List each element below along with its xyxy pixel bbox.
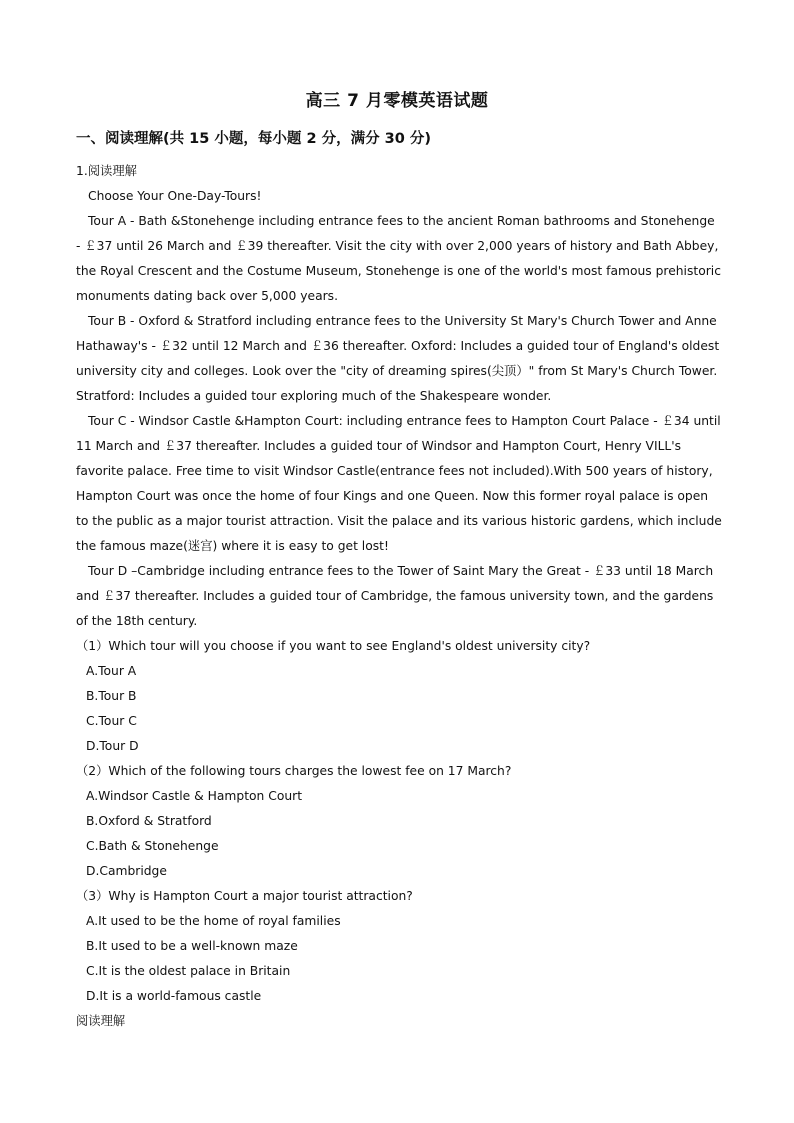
- section-heading: 一、阅读理解(共 15 小题，每小题 2 分，满分 30 分): [76, 131, 431, 147]
- question-3-stem: （3）Why is Hampton Court a major tourist attraction?: [76, 889, 413, 903]
- question-1-option-b: B.Tour B: [86, 689, 137, 703]
- question-3-option-c: C.It is the oldest palace in Britain: [86, 964, 291, 978]
- question-1-option-a: A.Tour A: [86, 664, 137, 678]
- question-2-option-c: C.Bath & Stonehenge: [86, 839, 219, 853]
- question-2-option-a: A.Windsor Castle & Hampton Court: [86, 789, 303, 803]
- question-1-option-c: C.Tour C: [86, 714, 137, 728]
- question-2-stem: （2）Which of the following tours charges the lowest fee on 17 March?: [76, 764, 512, 778]
- passage-paragraph-tour-a: Tour A - Bath &Stonehenge including entrance fees to the ancient Roman bathrooms and Stonehenge - ￡37 until 26 March and ￡39 thereafter. Visit the city with over 2,000 years of history and Bath Abbey, the Royal Crescent and the Costume Museum, Stonehenge is one of the world's most famous prehistoric monuments dating back over 5,000 years.: [76, 214, 721, 303]
- question-1-option-d: D.Tour D: [86, 739, 139, 753]
- question-2-option-b: B.Oxford & Stratford: [86, 814, 212, 828]
- question-3-option-d: D.It is a world-famous castle: [86, 989, 262, 1003]
- question-2-option-d: D.Cambridge: [86, 864, 167, 878]
- question-3-option-a: A.It used to be the home of royal families: [86, 914, 341, 928]
- next-part-label: 阅读理解: [76, 1014, 126, 1028]
- reading-section: [76, 159, 722, 1034]
- part-label: 1.阅读理解: [76, 164, 137, 178]
- passage-paragraph-tour-c: Tour C - Windsor Castle &Hampton Court: including entrance fees to Hampton Court Palace - ￡34 until 11 March and ￡37 thereafter. Includes a guided tour of Windsor and Hampton Court, Henry VILL's favorite palace. Free time to visit Windsor Castle(entrance fees not included).With 500 years of history, Hampton Court was once the home of four Kings and one Queen. Now this former royal palace is open to the public as a major tourist attraction. Visit the palace and its various historic gardens, which include the famous maze(迷宫) where it is easy to get lost!: [76, 414, 722, 553]
- passage-heading: Choose Your One-Day-Tours!: [88, 189, 262, 203]
- question-1-stem: （1）Which tour will you choose if you want to see England's oldest university city?: [76, 639, 591, 653]
- passage-paragraph-tour-d: Tour D –Cambridge including entrance fees to the Tower of Saint Mary the Great - ￡33 until 18 March and ￡37 thereafter. Includes a guided tour of Cambridge, the famous university town, and the gardens of the 18th century.: [76, 564, 714, 628]
- exam-title: 高三 7 月零模英语试题: [305, 91, 489, 111]
- passage-paragraph-tour-b: Tour B - Oxford & Stratford including entrance fees to the University St Mary's Church Tower and Anne Hathaway's - ￡32 until 12 March and ￡36 thereafter. Oxford: Includes a guided tour of England's oldest university city and colleges. Look over the "city of dreaming spires(尖顶）" from St Mary's Church Tower. Stratford: Includes a guided tour exploring much of the Shakespeare wonder.: [76, 314, 720, 403]
- question-3-option-b: B.It used to be a well-known maze: [86, 939, 298, 953]
